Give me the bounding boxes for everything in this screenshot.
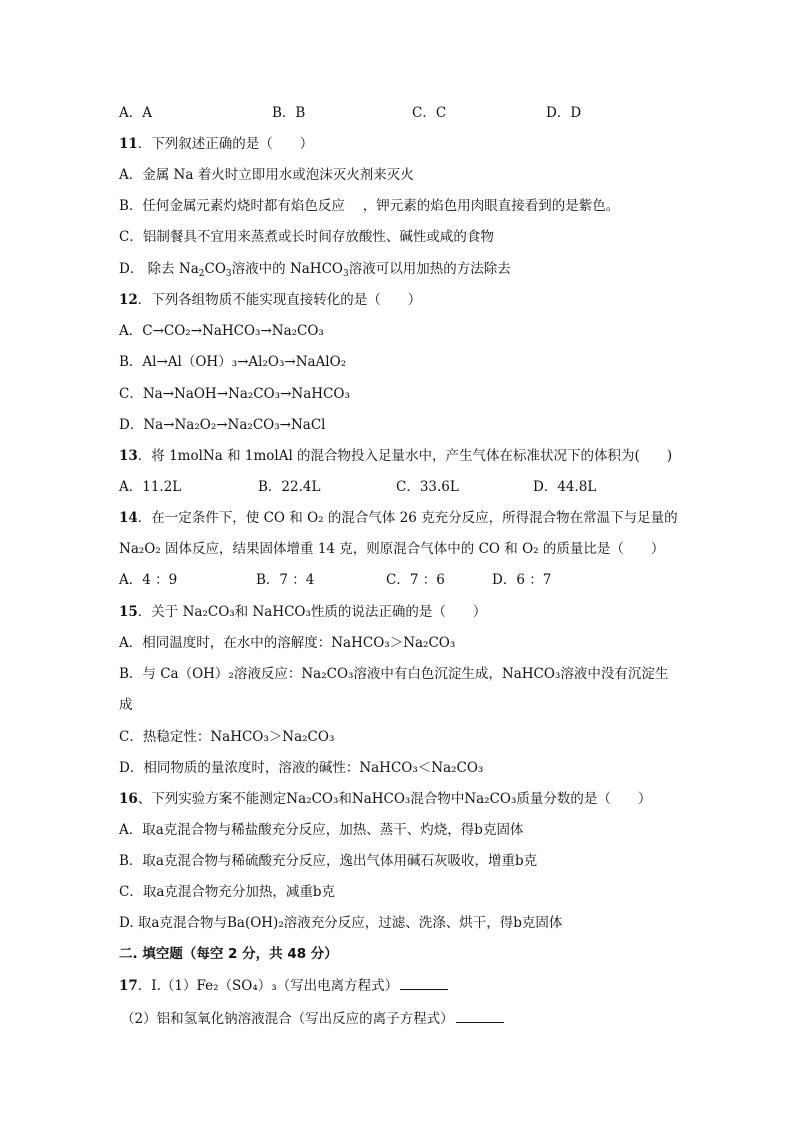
q17-line-2: （2）铝和氢氧化钠溶液混合（写出反应的离子方程式） [121,1010,504,1028]
q10-option-d: D．D [546,105,582,121]
q14-stem: 14．在一定条件下，使 CO 和 O₂ 的混合气体 26 克充分反应，所得混合物在常温下与足量的 [119,510,678,526]
q12-option-b: B．Al→Al（OH）₃→Al₂O₃→NaAlO₂ [119,354,347,370]
q16-option-d: D. 取a克混合物与Ba(OH)₂溶液充分反应，过滤、洗涤、烘干，得b克固体 [119,915,563,931]
q11-option-d: D． 除去 $Na_2CO_3$溶液中的 NaHCO$_3$溶液可以用加热的方法除去 [119,261,511,279]
q15-option-b: B．与 Ca（OH）₂溶液反应：Na₂CO₃溶液中有白色沉淀生成，NaHCO₃溶液中没有沉淀生 [119,666,669,682]
q11-option-b: B．任何金属元素灼烧时都有焰色反应 ，钾元素的焰色用肉眼直接看到的是紫色。 [119,198,620,214]
q13-stem: 13．将 1molNa 和 1molAl 的混合物投入足量水中，产生气体在标准状况下的体积为( ) [119,448,673,464]
q13-option-c: C．33.6L [396,479,459,495]
question-number: 14 [119,510,138,526]
q16-option-c: C．取a克混合物充分加热，减重b克 [119,884,336,900]
q15-option-b-continued: 成 [119,697,133,713]
q13-option-d: D．44.8L [533,479,597,495]
q14-option-b: B．7 ：4 [256,572,315,588]
q12-stem: 12．下列各组物质不能实现直接转化的是（ ） [119,292,422,308]
q16-stem: 16、下列实验方案不能测定Na₂CO₃和NaHCO₃混合物中Na₂CO₃质量分数的是（ ） [119,791,652,807]
question-number: 17 [119,978,138,994]
q10-option-b: B．B [272,105,306,121]
question-number: 16 [119,791,138,807]
q17-line-1: 17．Ⅰ.（1）Fe₂（SO₄）₃（写出电离方程式） [119,977,448,995]
question-number: 12 [119,292,138,308]
q15-option-d: D．相同物质的量浓度时，溶液的碱性：NaHCO₃＜Na₂CO₃ [119,760,484,776]
section-title: 二. 填空题（每空 2 分，共 48 分） [119,946,338,962]
answer-blank[interactable] [456,1010,504,1023]
q10-option-c: C．C [412,105,447,121]
question-number: 11 [119,136,138,152]
question-number: 13 [119,448,138,464]
q16-option-a: A．取a克混合物与稀盐酸充分反应，加热、蒸干、灼烧，得b克固体 [119,822,524,838]
q16-option-b: B．取a克混合物与稀硫酸充分反应，逸出气体用碱石灰吸收，增重b克 [119,853,538,869]
q14-option-d: D．6 ：7 [492,572,552,588]
q14-option-a: A．4 ：9 [119,572,178,588]
answer-blank[interactable] [400,977,448,990]
q12-option-c: C．Na→NaOH→Na₂CO₃→NaHCO₃ [119,386,350,402]
q12-option-d: D．Na→Na₂O₂→Na₂CO₃→NaCl [119,417,326,433]
q13-option-b: B．22.4L [258,479,321,495]
q11-option-a: A．金属 Na 着火时立即用水或泡沫灭火剂来灭火 [119,167,414,183]
q14-stem-continued: Na₂O₂ 固体反应，结果固体增重 14 克，则原混合气体中的 CO 和 O₂ 的质量比是（ ） [119,541,665,557]
q10-option-a: A．A [119,105,152,121]
q11-stem: 11．下列叙述正确的是（ ） [119,136,314,152]
q14-option-c: C．7 ：6 [386,572,445,588]
q15-option-c: C．热稳定性：NaHCO₃＞Na₂CO₃ [119,729,335,745]
q13-option-a: A．11.2L [119,479,182,495]
q15-option-a: A．相同温度时，在水中的溶解度：NaHCO₃＞Na₂CO₃ [119,635,456,651]
q15-stem: 15．关于 Na₂CO₃和 NaHCO₃性质的说法正确的是（ ） [119,604,487,620]
question-number: 15 [119,604,138,620]
q12-option-a: A．C→CO₂→NaHCO₃→Na₂CO₃ [119,323,324,339]
q11-option-c: C．铝制餐具不宜用来蒸煮或长时间存放酸性、碱性或咸的食物 [119,229,494,245]
